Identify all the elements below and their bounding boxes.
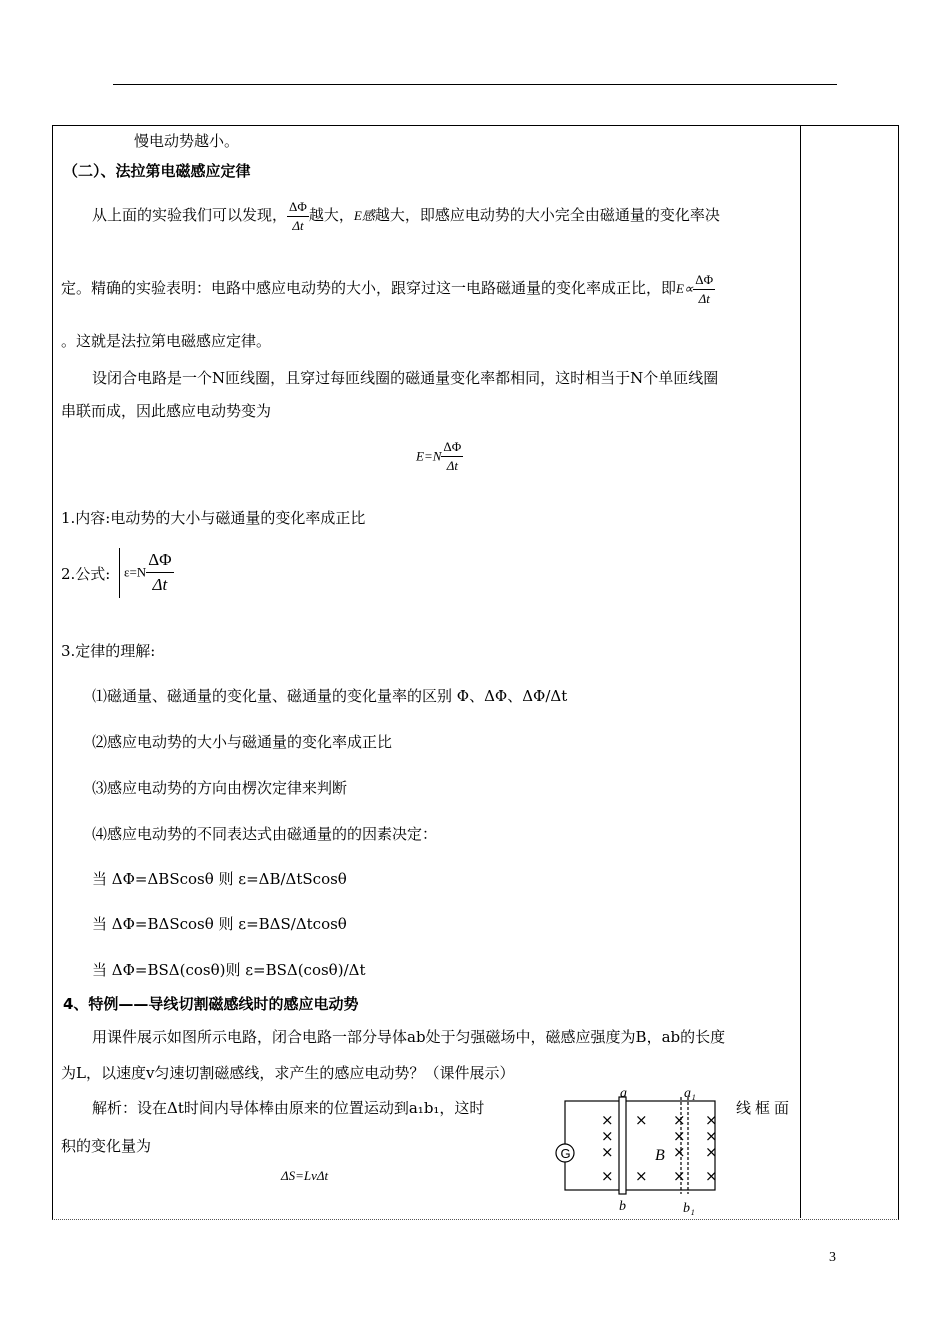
- page-number: 3: [829, 1250, 836, 1265]
- field-cross: ×: [601, 1127, 614, 1145]
- text-run: 从上面的实验我们可以发现，: [92, 206, 288, 224]
- formula-line: ΔS=LvΔt: [281, 1168, 329, 1183]
- field-cross: ×: [673, 1143, 686, 1161]
- field-cross: ×: [673, 1111, 686, 1129]
- text-line: 为L，以速度v匀速切割磁感线，求产生的感应电动势？（课件展示）: [61, 1064, 515, 1082]
- field-cross: ×: [673, 1167, 686, 1185]
- fraction: [287, 198, 309, 235]
- fraction-numerator: ΔΦ: [287, 198, 309, 217]
- text-line: 当 ΔΦ=BΔScosθ 则 ε=BΔS/Δtcosθ: [92, 915, 347, 933]
- text-run: 越大，: [308, 206, 354, 224]
- text-line: 当 ΔΦ=ΔBScosθ 则 ε=ΔB/ΔtScosθ: [92, 870, 347, 888]
- text-line: 慢电动势越小。: [134, 132, 240, 150]
- fraction-denominator: Δt: [446, 458, 458, 473]
- text-run: 定。精确的实验表明：电路中感应电动势的大小，跟穿过这一电路磁通量的变化率成正比，即: [61, 279, 677, 297]
- label-a1: a₁: [684, 1086, 696, 1101]
- field-cross: ×: [705, 1127, 718, 1145]
- field-cross: ×: [705, 1143, 718, 1161]
- text-line: ⑴磁通量、磁通量的变化量、磁通量的变化量率的区别 Φ、ΔΦ、ΔΦ/Δt: [92, 687, 568, 705]
- label-a: a: [620, 1086, 627, 1101]
- field-cross: ×: [705, 1111, 718, 1129]
- circuit-diagram: [545, 1085, 725, 1215]
- fraction: [441, 438, 463, 475]
- formula-box: [119, 548, 120, 598]
- field-cross: ×: [601, 1167, 614, 1185]
- field-cross: ×: [705, 1167, 718, 1185]
- formula-line: [124, 548, 174, 597]
- text-line: 1.内容:电动势的大小与磁通量的变化率成正比: [61, 509, 366, 527]
- formula-line: [416, 438, 463, 475]
- conductor-ab: [619, 1097, 626, 1194]
- text-line: 串联而成，因此感应电动势变为: [61, 402, 272, 420]
- math-symbol: E∝: [676, 281, 694, 296]
- label-field-B: B: [655, 1147, 665, 1164]
- text-line: 当 ΔΦ=BSΔ(cosθ)则 ε=BSΔ(cosθ)/Δt: [92, 961, 366, 979]
- text-line: ⑷感应电动势的不同表达式由磁通量的的因素决定：: [92, 825, 438, 843]
- fraction: [693, 271, 715, 308]
- fraction-numerator: ΔΦ: [146, 548, 173, 573]
- label-b1: b₁: [683, 1201, 695, 1215]
- fraction-numerator: ΔΦ: [441, 438, 463, 457]
- math-symbol: E=N: [416, 448, 442, 464]
- text-line: 2.公式:: [61, 565, 111, 583]
- field-cross: ×: [673, 1127, 686, 1145]
- field-cross: ×: [601, 1143, 614, 1161]
- text-line: ⑵感应电动势的大小与磁通量的变化率成正比: [92, 733, 393, 751]
- math-symbol: ε=N: [124, 564, 147, 580]
- text-line: 用课件展示如图所示电路，闭合电路一部分导体ab处于匀强磁场中，磁感应强度为B，ab的长度: [92, 1028, 726, 1046]
- fraction-denominator: Δt: [292, 217, 304, 233]
- label-b: b: [619, 1199, 626, 1214]
- fraction-denominator: Δt: [152, 575, 168, 594]
- table-column-divider: [800, 125, 801, 1218]
- text-run: 越大，即感应电动势的大小完全由磁通量的变化率决: [374, 206, 720, 224]
- fraction-numerator: ΔΦ: [693, 271, 715, 290]
- text-line: 积的变化量为: [61, 1137, 152, 1155]
- fraction: [146, 548, 173, 597]
- fraction-denominator: Δt: [698, 290, 710, 306]
- paragraph-line: [92, 197, 720, 235]
- header-rule: [113, 84, 837, 85]
- field-cross: ×: [635, 1111, 648, 1129]
- text-line: ⑶感应电动势的方向由楞次定律来判断: [92, 779, 348, 797]
- field-cross: ×: [635, 1167, 648, 1185]
- text-line: 线框面: [736, 1099, 794, 1117]
- galvanometer-label: G: [560, 1146, 571, 1161]
- text-line: 解析：设在Δt时间内导体棒由原来的位置运动到a₁b₁，这时: [92, 1099, 485, 1117]
- text-line: 设闭合电路是一个N匝线圈，且穿过每匝线圈的磁通量变化率都相同，这时相当于N个单匝线圈: [92, 369, 719, 387]
- section-heading: （二）、法拉第电磁感应定律: [63, 162, 251, 180]
- paragraph-line: [61, 270, 715, 308]
- section-heading: 4、特例——导线切割磁感线时的感应电动势: [63, 995, 359, 1013]
- math-symbol: E感: [353, 208, 375, 223]
- field-cross: ×: [601, 1111, 614, 1129]
- text-line: 3.定律的理解:: [61, 642, 156, 660]
- text-line: 。这就是法拉第电磁感应定律。: [61, 332, 272, 350]
